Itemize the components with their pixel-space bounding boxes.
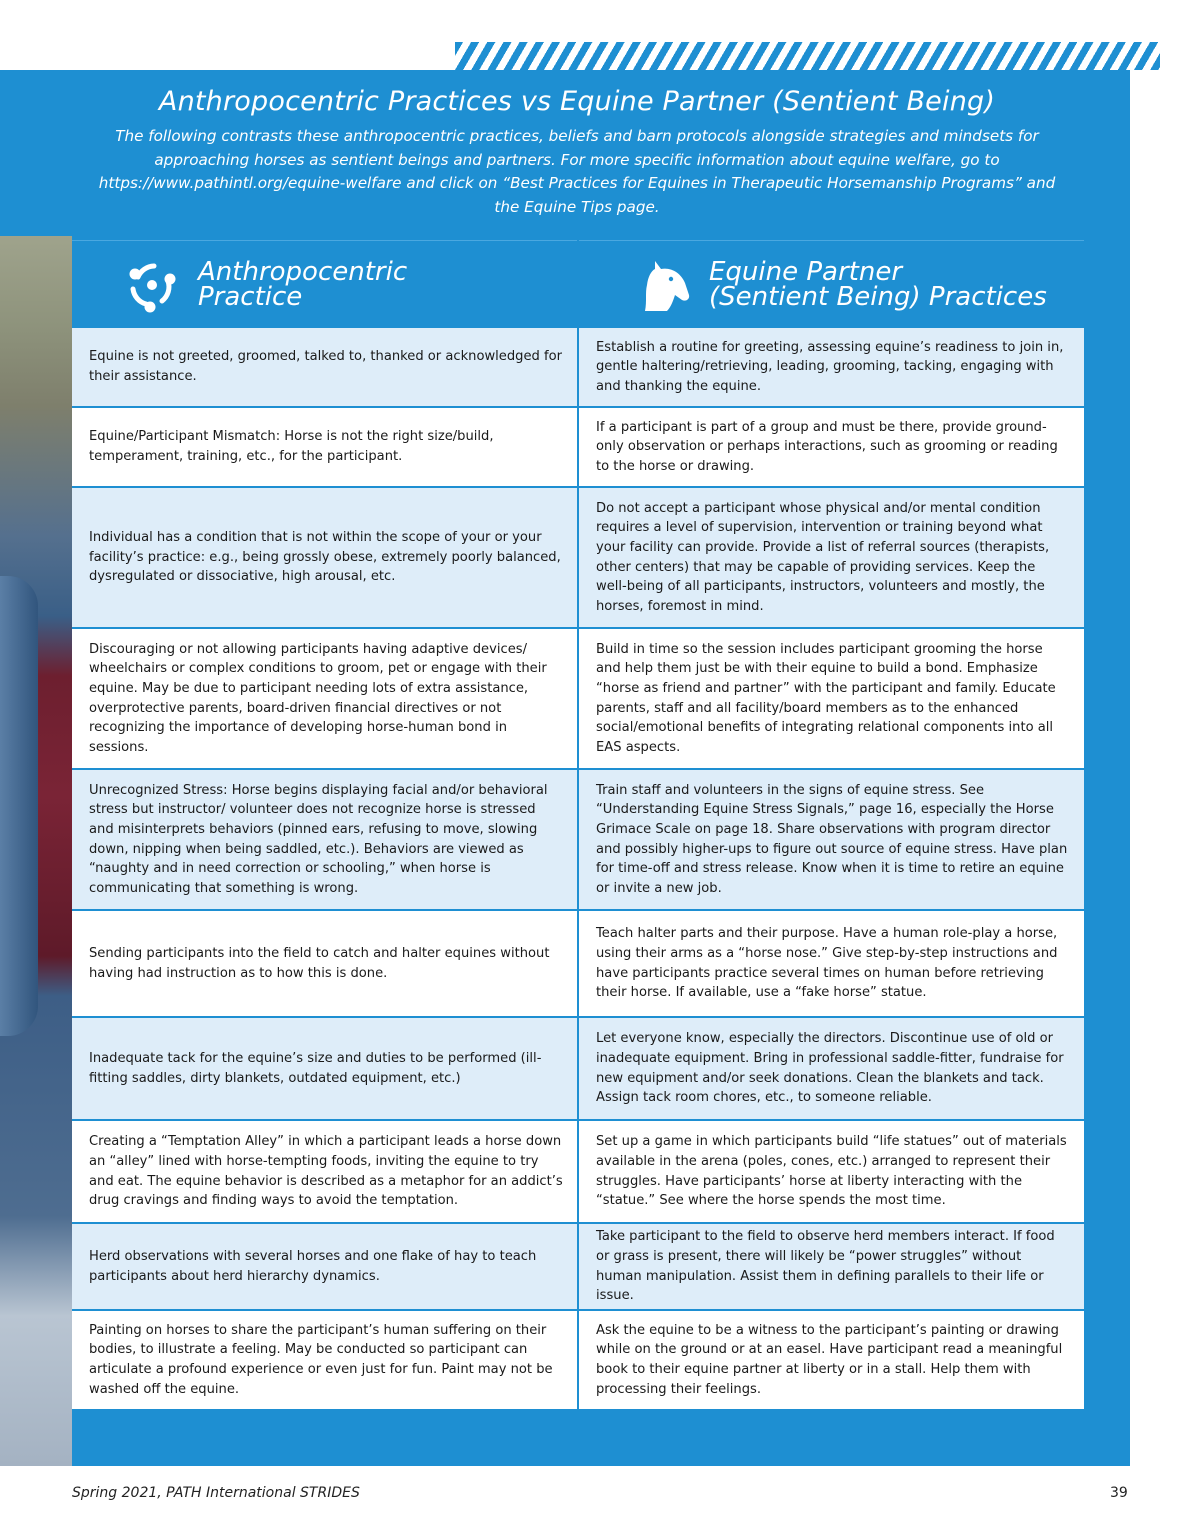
cell-text: Let everyone know, especially the directors. Discontinue use of old or inadequate equipment. Bring in professional saddle-fitter, fundraise for new equipment and/or seek donations. Clean the blankets and tack. Assign tack room chores, etc., to someone reliable.	[596, 1031, 1064, 1106]
people-circle-icon	[124, 257, 180, 313]
anthropocentric-practice-cell	[72, 1018, 577, 1121]
equine-partner-practice-cell	[579, 1311, 1084, 1411]
cell-text: Painting on horses to share the participant’s human suffering on their bodies, to illustrate a feeling. May be conducted so participant can articulate a profound experience or even just for fun. Paint may not be washed off the equine.	[89, 1322, 553, 1397]
anthropocentric-practice-cell	[72, 1311, 577, 1411]
equine-partner-practice-cell	[579, 1121, 1084, 1224]
anthropocentric-heading: Anthropocentric Practice	[198, 256, 408, 312]
equine-partner-practice-cell	[579, 328, 1084, 408]
cell-text: Discouraging or not allowing participants having adaptive devices/ wheelchairs or complex conditions to groom, pet or engage with their equine. May be due to participant needing lots of extra assistance, overprotective parents, board-driven financial directives or not recognizing the importance of developing horse-human bond in sessions.	[89, 641, 547, 755]
anthropocentric-practice-cell	[72, 488, 577, 629]
equine-partner-practice-cell	[579, 629, 1084, 770]
cell-text: Set up a game in which participants build “life statues” out of materials available in the arena (poles, cones, etc.) arranged to represent their struggles. Have participants’ horse at liberty interacting with the “statue.” See where the horse spends the most time.	[596, 1134, 1067, 1209]
decorative-stripes	[455, 42, 1160, 70]
column-header-anthropocentric	[72, 240, 577, 328]
cell-text: Establish a routine for greeting, assessing equine’s readiness to join in, gentle haltering/retrieving, leading, grooming, tacking, engaging with and thanking the equine.	[596, 339, 1064, 394]
background-photo	[0, 236, 72, 1466]
article-header	[72, 86, 1082, 219]
equine-partner-practice-cell	[579, 1018, 1084, 1121]
equine-partner-practice-cell	[579, 408, 1084, 488]
column-header-equine-partner	[579, 240, 1084, 328]
cell-text: Equine/Participant Mismatch: Horse is not the right size/build, temperament, training, etc., for the participant.	[89, 429, 494, 464]
anthropocentric-practice-cell	[72, 770, 577, 911]
equine-partner-practice-cell	[579, 488, 1084, 629]
anthropocentric-practice-cell	[72, 629, 577, 770]
anthropocentric-practice-cell	[72, 1121, 577, 1224]
cell-text: Sending participants into the field to catch and halter equines without having had instruction as to how this is done.	[89, 945, 550, 981]
page-number: 39	[1110, 1485, 1128, 1501]
cell-text: Herd observations with several horses and one flake of hay to teach participants about herd hierarchy dynamics.	[89, 1248, 537, 1284]
cell-text: Individual has a condition that is not within the scope of your or your facility’s practice: e.g., being grossly obese, extremely poorly balanced, dysregulated or dissociative, high arousal, etc.	[89, 530, 561, 585]
cell-text: Equine is not greeted, groomed, talked to, thanked or acknowledged for their assistance.	[89, 349, 563, 384]
horse-head-icon	[637, 257, 693, 313]
page-title: Anthropocentric Practices vs Equine Partner (Sentient Being)	[158, 86, 996, 117]
equine-partner-practice-cell	[579, 1224, 1084, 1311]
anthropocentric-practice-cell	[72, 911, 577, 1018]
cell-text: Build in time so the session includes participant grooming the horse and help them just be with their equine to build a bond. Emphasize “horse as friend and partner” with the participant and family. Educate parents, staff and all facility/board members as to the enhanced social/emotional benefits of integrating relational components into all EAS aspects.	[596, 641, 1056, 755]
anthropocentric-practice-cell	[72, 328, 577, 408]
cell-text: Teach halter parts and their purpose. Have a human role-play a horse, using their arms as a “horse nose.” Give step-by-step instructions and have participants practice several times on human before retrieving their horse. If available, use a “fake horse” statue.	[596, 926, 1058, 1001]
anthropocentric-practice-cell	[72, 408, 577, 488]
cell-text: Do not accept a participant whose physical and/or mental condition requires a level of supervision, intervention or training beyond what your facility can provide. Provide a list of referral sources (therapists, other centers) that may be capable of providing services. Keep the well-being of all participants, instructors, volunteers and mostly, the horses, foremost in mind.	[596, 500, 1050, 614]
anthropocentric-practice-cell	[72, 1224, 577, 1311]
cell-text: Train staff and volunteers in the signs of equine stress. See “Understanding Equine Stress Signals,” page 16, especially the Horse Grimace Scale on page 18. Share observations with program director and possibly higher-ups to figure out source of equine stress. Have plan for time-off and stress release. Know when it is time to retire an equine or invite a new job.	[596, 782, 1068, 896]
cell-text: Inadequate tack for the equine’s size and duties to be performed (ill-fitting saddles, dirty blankets, outdated equipment, etc.)	[89, 1050, 542, 1086]
comparison-table	[72, 240, 1084, 1411]
cell-text: If a participant is part of a group and must be there, provide ground-only observation or perhaps interactions, such as grooming or reading to the horse or drawing.	[596, 419, 1058, 474]
equine-partner-practice-cell	[579, 911, 1084, 1018]
equine-partner-heading: Equine Partner (Sentient Being) Practices	[709, 256, 1047, 312]
cell-text: Creating a “Temptation Alley” in which a participant leads a horse down an “alley” lined with horse-tempting foods, inviting the equine to try and eat. The equine behavior is described as a metaphor for an addict’s drug cravings and finding ways to avoid the temptation.	[89, 1134, 563, 1209]
cell-text: Ask the equine to be a witness to the participant’s painting or drawing while on the ground or at an easel. Have participant read a meaningful book to their equine partner at liberty or in a stall. Help them with processing their feelings.	[596, 1322, 1063, 1397]
footer-publication: Spring 2021, PATH International STRIDES	[72, 1485, 360, 1501]
cell-text: Unrecognized Stress: Horse begins displaying facial and/or behavioral stress but instructor/ volunteer does not recognize horse is stressed and misinterprets behaviors (pinned ears, refusing to move, slowing down, nipping when being saddled, etc.). Behaviors are viewed as “naughty and in need correction or schooling,” when horse is communicating that something is wrong.	[89, 782, 548, 896]
cell-text: Take participant to the field to observe herd members interact. If food or grass is present, there will likely be “power struggles” without human manipulation. Assist them in defining parallels to their life or issue.	[596, 1229, 1055, 1304]
intro-paragraph: The following contrasts these anthropocentric practices, beliefs and barn protocols alongside strategies and mindsets for approaching horses as sentient beings and partners. For more specific information about equine welfare, go to https://www.pathintl.org/equine-welfare and click on “Best Practices for Equines in Therapeutic Horsemanship Programs” and the Equine Tips page.	[98, 127, 1056, 216]
equine-partner-practice-cell	[579, 770, 1084, 911]
